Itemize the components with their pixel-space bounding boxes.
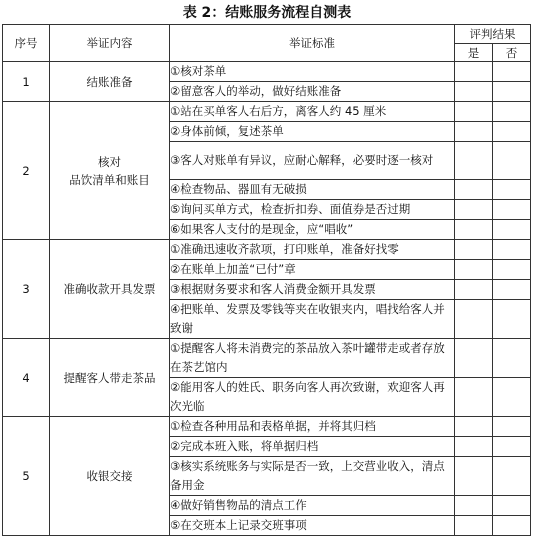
section-content: 准确收款开具发票 xyxy=(50,240,170,339)
standard-item: ⑤询问买单方式，检查折扣券、面值券是否过期 xyxy=(170,200,455,220)
result-no-cell[interactable] xyxy=(493,200,531,220)
section-seq: 1 xyxy=(3,62,50,102)
result-no-cell[interactable] xyxy=(493,220,531,240)
standard-item: ①站在买单客人右后方，离客人约 45 厘米 xyxy=(170,102,455,122)
result-no-cell[interactable] xyxy=(493,62,531,82)
result-no-cell[interactable] xyxy=(493,180,531,200)
section-seq: 3 xyxy=(3,240,50,339)
result-no-cell[interactable] xyxy=(493,417,531,437)
standard-item: ①提醒客人将未消费完的茶品放入茶叶罐带走或者存放在茶艺馆内 xyxy=(170,339,455,378)
section-content xyxy=(50,102,170,240)
header-no: 否 xyxy=(493,44,531,62)
table-row xyxy=(3,102,531,122)
result-yes-cell[interactable] xyxy=(455,142,493,180)
result-no-cell[interactable] xyxy=(493,102,531,122)
result-yes-cell[interactable] xyxy=(455,180,493,200)
standard-item: ③客人对账单有异议，应耐心解释，必要时逐一核对 xyxy=(170,142,455,180)
table-row xyxy=(3,62,531,82)
result-yes-cell[interactable] xyxy=(455,280,493,300)
result-yes-cell[interactable] xyxy=(455,300,493,339)
table-row xyxy=(3,417,531,437)
header-result: 评判结果 xyxy=(455,25,531,44)
result-yes-cell[interactable] xyxy=(455,496,493,516)
standard-item: ②留意客人的举动，做好结账准备 xyxy=(170,82,455,102)
table-row xyxy=(3,339,531,378)
result-no-cell[interactable] xyxy=(493,339,531,378)
result-no-cell[interactable] xyxy=(493,82,531,102)
result-no-cell[interactable] xyxy=(493,122,531,142)
standard-item: ②完成本班入账，将单据归档 xyxy=(170,437,455,457)
result-no-cell[interactable] xyxy=(493,496,531,516)
result-yes-cell[interactable] xyxy=(455,82,493,102)
result-yes-cell[interactable] xyxy=(455,122,493,142)
result-yes-cell[interactable] xyxy=(455,437,493,457)
standard-item: ①核对茶单 xyxy=(170,62,455,82)
header-seq: 序号 xyxy=(3,25,50,62)
standard-item: ②能用客人的姓氏、职务向客人再次致谢，欢迎客人再次光临 xyxy=(170,378,455,417)
section-content-line: 核对 xyxy=(98,154,121,169)
header-content: 举证内容 xyxy=(50,25,170,62)
section-seq: 2 xyxy=(3,102,50,240)
standard-item: ⑤在交班本上记录交班事项 xyxy=(170,516,455,536)
section-content: 提醒客人带走茶品 xyxy=(50,339,170,417)
result-yes-cell[interactable] xyxy=(455,200,493,220)
standard-item: ①准确迅速收齐款项，打印账单，准备好找零 xyxy=(170,240,455,260)
result-no-cell[interactable] xyxy=(493,457,531,496)
result-yes-cell[interactable] xyxy=(455,378,493,417)
result-yes-cell[interactable] xyxy=(455,516,493,536)
section-content: 结账准备 xyxy=(50,62,170,102)
result-yes-cell[interactable] xyxy=(455,417,493,437)
section-content: 收银交接 xyxy=(50,417,170,536)
result-no-cell[interactable] xyxy=(493,300,531,339)
standard-item: ④做好销售物品的清点工作 xyxy=(170,496,455,516)
header-yes: 是 xyxy=(455,44,493,62)
section-seq: 5 xyxy=(3,417,50,536)
result-no-cell[interactable] xyxy=(493,260,531,280)
result-no-cell[interactable] xyxy=(493,280,531,300)
result-yes-cell[interactable] xyxy=(455,240,493,260)
header-standard: 举证标准 xyxy=(170,25,455,62)
standard-item: ②身体前倾，复述茶单 xyxy=(170,122,455,142)
result-yes-cell[interactable] xyxy=(455,260,493,280)
result-yes-cell[interactable] xyxy=(455,457,493,496)
table-title: 表 2：结账服务流程自测表 xyxy=(182,5,352,21)
standard-item: ③核实系统账务与实际是否一致，上交营业收入，清点备用金 xyxy=(170,457,455,496)
section-content-line: 品饮清单和账目 xyxy=(69,172,150,187)
self-test-table xyxy=(2,24,531,536)
table-row xyxy=(3,240,531,260)
standard-item: ③根据财务要求和客人消费金额开具发票 xyxy=(170,280,455,300)
standard-item: ④检查物品、器皿有无破损 xyxy=(170,180,455,200)
result-yes-cell[interactable] xyxy=(455,102,493,122)
section-seq: 4 xyxy=(3,339,50,417)
standard-item: ④把账单、发票及零钱等夹在收银夹内，唱找给客人并致谢 xyxy=(170,300,455,339)
standard-item: ⑥如果客人支付的是现金，应“唱收” xyxy=(170,220,455,240)
result-no-cell[interactable] xyxy=(493,142,531,180)
standard-item: ①检查各种用品和表格单据，并将其归档 xyxy=(170,417,455,437)
result-no-cell[interactable] xyxy=(493,378,531,417)
result-no-cell[interactable] xyxy=(493,240,531,260)
result-no-cell[interactable] xyxy=(493,437,531,457)
standard-item: ②在账单上加盖“已付”章 xyxy=(170,260,455,280)
result-yes-cell[interactable] xyxy=(455,62,493,82)
result-yes-cell[interactable] xyxy=(455,220,493,240)
result-yes-cell[interactable] xyxy=(455,339,493,378)
result-no-cell[interactable] xyxy=(493,516,531,536)
